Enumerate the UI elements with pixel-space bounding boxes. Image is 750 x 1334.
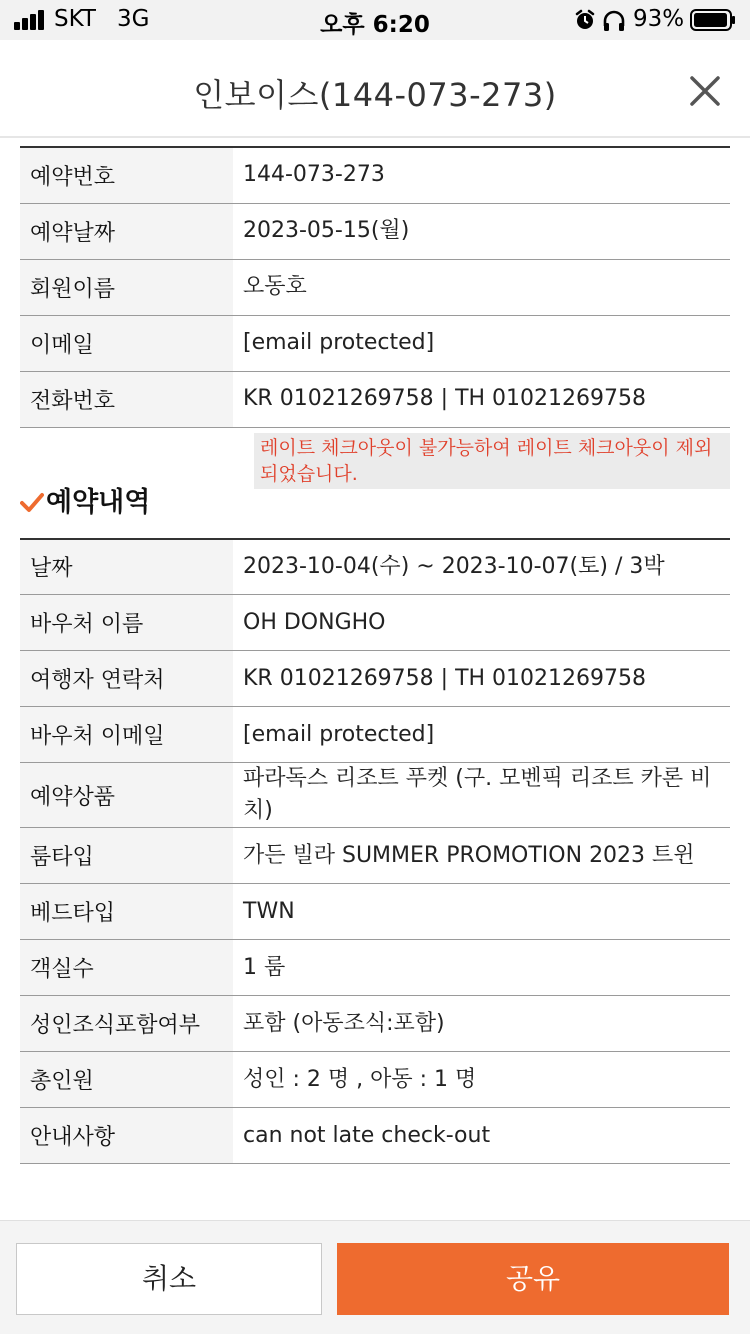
row-label: 예약번호 [20,147,233,203]
reservation-section-header [20,428,730,538]
status-time: 오후 6:20 [320,12,430,38]
booking-info-row [20,371,730,427]
section-title-text: 예약내역 [46,486,151,518]
row-value: [email protected] [233,707,730,763]
booking-info-table [20,146,730,428]
section-title [20,480,150,519]
row-value: 1 룸 [233,940,730,996]
reservation-detail-row [20,1052,730,1108]
check-icon [20,491,44,513]
booking-info-row [20,315,730,371]
row-label: 바우처 이름 [20,595,233,651]
reservation-detail-row [20,1108,730,1164]
share-button[interactable]: 공유 [337,1243,729,1315]
carrier-label: SKT [54,6,96,32]
reservation-detail-row [20,884,730,940]
row-label: 전화번호 [20,371,233,427]
row-value: 2023-10-04(수) ~ 2023-10-07(토) / 3박 [233,539,730,595]
reservation-detail-row [20,763,730,828]
row-value: 파라독스 리조트 푸켓 (구. 모벤픽 리조트 카론 비치) [233,763,730,828]
row-value: 성인 : 2 명 , 아동 : 1 명 [233,1052,730,1108]
row-label: 날짜 [20,539,233,595]
reservation-detail-row [20,940,730,996]
row-label: 예약상품 [20,763,233,828]
invoice-content [20,146,730,1164]
row-label: 이메일 [20,315,233,371]
reservation-details-table [20,538,730,1165]
battery-icon [690,9,736,31]
status-bar [0,0,750,40]
reservation-detail-row [20,539,730,595]
booking-info-row [20,203,730,259]
row-value: 오동호 [233,259,730,315]
action-footer [0,1220,750,1334]
row-label: 룸타입 [20,828,233,884]
reservation-detail-row [20,595,730,651]
row-label: 성인조식포함여부 [20,996,233,1052]
row-value: KR 01021269758 | TH 01021269758 [233,371,730,427]
row-label: 바우처 이메일 [20,707,233,763]
row-label: 베드타입 [20,884,233,940]
booking-info-row [20,147,730,203]
reservation-detail-row [20,651,730,707]
page-title: 인보이스(144-073-273) [193,76,557,114]
row-value: [email protected] [233,315,730,371]
row-label: 객실수 [20,940,233,996]
battery-percent: 93% [633,6,685,32]
network-label: 3G [117,6,150,32]
row-label: 회원이름 [20,259,233,315]
row-value: KR 01021269758 | TH 01021269758 [233,651,730,707]
row-label: 안내사항 [20,1108,233,1164]
reservation-detail-row [20,828,730,884]
reservation-detail-row [20,996,730,1052]
row-value: 144-073-273 [233,147,730,203]
invoice-header [0,40,750,138]
reservation-detail-row [20,707,730,763]
late-checkout-notice: 레이트 체크아웃이 불가능하여 레이트 체크아웃이 제외되었습니다. [254,433,730,489]
row-value: 2023-05-15(월) [233,203,730,259]
cancel-button[interactable]: 취소 [16,1243,322,1315]
row-value: 포함 (아동조식:포함) [233,996,730,1052]
row-value: can not late check-out [233,1108,730,1164]
row-label: 총인원 [20,1052,233,1108]
close-icon[interactable] [682,68,728,114]
row-value: OH DONGHO [233,595,730,651]
row-value: TWN [233,884,730,940]
row-label: 예약날짜 [20,203,233,259]
booking-info-row [20,259,730,315]
alarm-icon [574,9,596,31]
row-value: 가든 빌라 SUMMER PROMOTION 2023 트윈 [233,828,730,884]
headphones-icon [602,10,626,32]
row-label: 여행자 연락처 [20,651,233,707]
